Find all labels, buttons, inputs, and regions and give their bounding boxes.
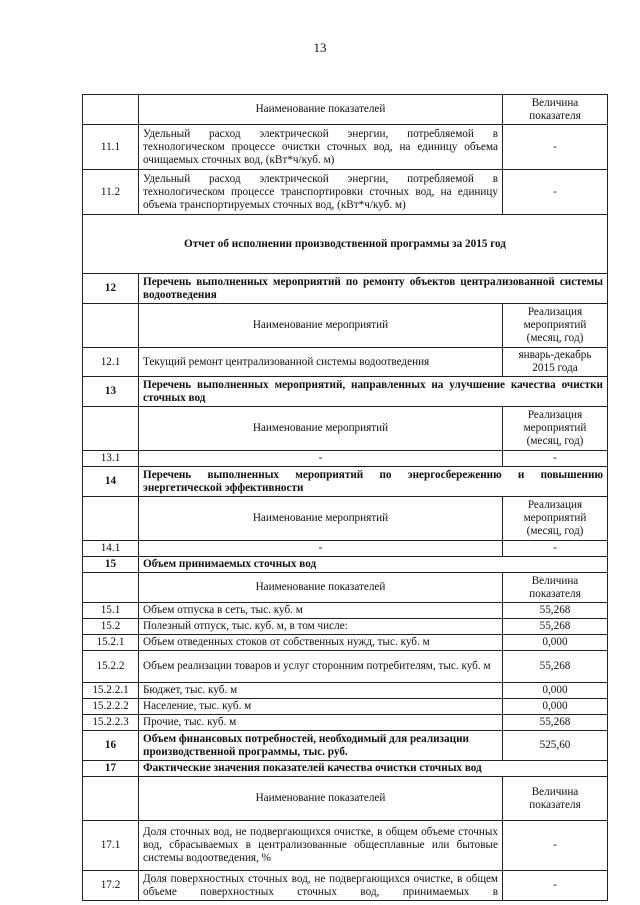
page-number: 13	[313, 40, 327, 55]
row-number: 17.1	[83, 821, 139, 871]
row-value: -	[503, 871, 608, 901]
table-row	[83, 304, 608, 348]
row-number: 15.2.2.3	[83, 715, 139, 731]
section-title: Перечень выполненных мероприятий, направленных на улучшение качества очистки сточных вод	[139, 377, 608, 407]
table-row	[83, 497, 608, 541]
row-name: -	[139, 451, 503, 467]
table-row	[83, 731, 608, 761]
section-title: Фактические значения показателей качества очистки сточных вод	[139, 761, 608, 777]
table-row	[83, 541, 608, 557]
section-number: 16	[83, 731, 139, 761]
row-value: 55,268	[503, 603, 608, 619]
table-row	[83, 777, 608, 821]
section-title: Объем принимаемых сточных вод	[139, 557, 608, 573]
header-name: Наименование показателей	[139, 777, 503, 821]
row-name: Объем отведенных стоков от собственных нужд, тыс. куб. м	[139, 635, 503, 651]
table-row	[83, 467, 608, 497]
row-number: 15.2.2.1	[83, 683, 139, 699]
row-value: 55,268	[503, 619, 608, 635]
table-row	[83, 274, 608, 304]
report-title: Отчет об исполнении производственной программы за 2015 год	[83, 215, 608, 274]
row-number: 17.2	[83, 871, 139, 901]
table-row	[83, 603, 608, 619]
header-value: Величина показателя	[503, 95, 608, 125]
table-row	[83, 821, 608, 871]
table-row	[83, 451, 608, 467]
row-value: 0,000	[503, 683, 608, 699]
row-value: -	[503, 125, 608, 170]
row-name: Объем реализации товаров и услуг сторонним потребителям, тыс. куб. м	[139, 651, 503, 683]
section-number: 17	[83, 761, 139, 777]
table-row	[83, 407, 608, 451]
table-row	[83, 651, 608, 683]
header-value: Реализация мероприятий (месяц, год)	[503, 497, 608, 541]
row-value: 0,000	[503, 699, 608, 715]
table-row	[83, 683, 608, 699]
table-row	[83, 170, 608, 215]
table-row	[83, 761, 608, 777]
section-title: Перечень выполненных мероприятий по энергосбережению и повышению энергетической эффективности	[139, 467, 608, 497]
row-number: 12.1	[83, 348, 139, 377]
header-name: Наименование мероприятий	[139, 497, 503, 541]
row-value: 525,60	[503, 731, 608, 761]
row-number: 11.2	[83, 170, 139, 215]
header-value: Величина показателя	[503, 777, 608, 821]
row-name: Полезный отпуск, тыс. куб. м, в том числе:	[139, 619, 503, 635]
table-row	[83, 699, 608, 715]
table-row	[83, 619, 608, 635]
section-number: 14	[83, 467, 139, 497]
section-number: 13	[83, 377, 139, 407]
section-title: Объем финансовых потребностей, необходимый для реализации производственной программы, тыс. руб.	[139, 731, 503, 761]
table-row	[83, 215, 608, 274]
row-value: 0,000	[503, 635, 608, 651]
row-value: 55,268	[503, 715, 608, 731]
table-row	[83, 557, 608, 573]
row-value: январь-декабрь 2015 года	[503, 348, 608, 377]
row-name: Объем отпуска в сеть, тыс. куб. м	[139, 603, 503, 619]
row-value: 55,268	[503, 651, 608, 683]
row-value: -	[503, 451, 608, 467]
header-name: Наименование показателей	[139, 573, 503, 603]
row-number: 14.1	[83, 541, 139, 557]
row-name: Удельный расход электрической энергии, потребляемой в технологическом процессе транспортировки сточных вод, на единицу объема транспортируемых сточных вод, (кВт*ч/куб. м)	[139, 170, 503, 215]
row-name: Удельный расход электрической энергии, потребляемой в технологическом процессе очистки сточных вод, на единицу объема очищаемых сточных вод, (кВт*ч/куб. м)	[139, 125, 503, 170]
row-value: -	[503, 170, 608, 215]
table-row	[83, 871, 608, 901]
table-row	[83, 125, 608, 170]
section-number: 15	[83, 557, 139, 573]
row-number: 15.2	[83, 619, 139, 635]
row-name: Прочие, тыс. куб. м	[139, 715, 503, 731]
row-number: 11.1	[83, 125, 139, 170]
table-row	[83, 573, 608, 603]
row-number: 15.2.2	[83, 651, 139, 683]
header-value: Реализация мероприятий (месяц, год)	[503, 407, 608, 451]
table-row	[83, 348, 608, 377]
row-name: -	[139, 541, 503, 557]
row-number: 15.2.1	[83, 635, 139, 651]
row-number: 15.2.2.2	[83, 699, 139, 715]
row-number: 15.1	[83, 603, 139, 619]
row-number: 13.1	[83, 451, 139, 467]
row-name: Бюджет, тыс. куб. м	[139, 683, 503, 699]
header-name: Наименование мероприятий	[139, 407, 503, 451]
header-name: Наименование показателей	[139, 95, 503, 125]
row-name: Текущий ремонт централизованной системы водоотведения	[139, 348, 503, 377]
row-name: Доля сточных вод, не подвергающихся очистке, в общем объеме сточных вод, сбрасываемых в централизованные общесплавные или бытовые системы водоотведения, %	[139, 821, 503, 871]
header-name: Наименование мероприятий	[139, 304, 503, 348]
row-name: Население, тыс. куб. м	[139, 699, 503, 715]
row-name: Доля поверхностных сточных вод, не подвергающихся очистке, в общем объеме поверхностных сточных вод, принимаемых в	[139, 871, 503, 901]
header-value: Величина показателя	[503, 573, 608, 603]
section-number: 12	[83, 274, 139, 304]
table-row	[83, 635, 608, 651]
header-value: Реализация мероприятий (месяц, год)	[503, 304, 608, 348]
table-row	[83, 377, 608, 407]
table-row	[83, 95, 608, 125]
row-value: -	[503, 821, 608, 871]
section-title: Перечень выполненных мероприятий по ремонту объектов централизованной системы водоотведения	[139, 274, 608, 304]
production-program-table	[82, 94, 608, 901]
table-row	[83, 715, 608, 731]
row-value: -	[503, 541, 608, 557]
